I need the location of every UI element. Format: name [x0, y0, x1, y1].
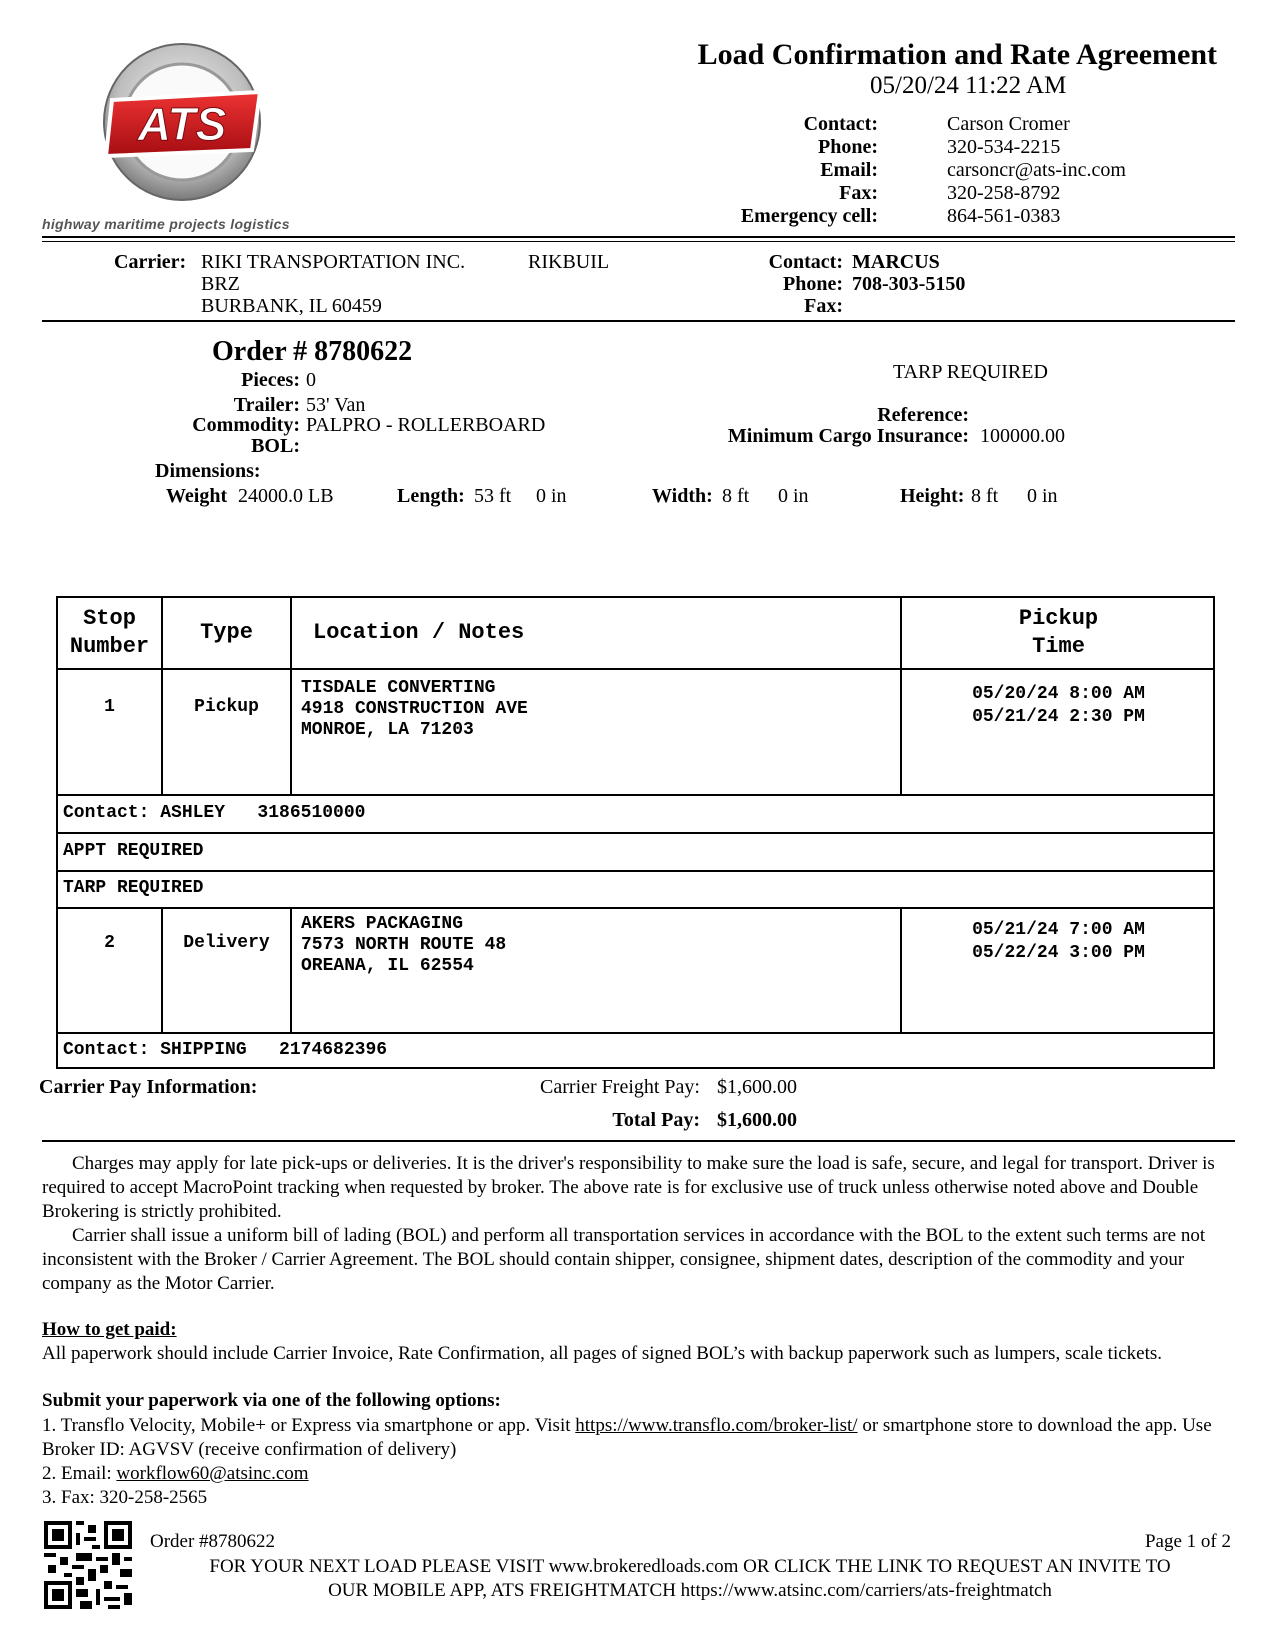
- submit-heading: Submit your paperwork via one of the following options:: [42, 1390, 501, 1411]
- width-ft: 8 ft: [722, 485, 750, 507]
- carrier-phone-label: Phone:: [783, 273, 843, 295]
- bol-label: BOL:: [251, 435, 300, 457]
- option-3: 3. Fax: 320-258-2565: [42, 1487, 208, 1508]
- time-start: 05/20/24 8:00 AM: [972, 684, 1145, 704]
- footer-page-number: Page 1 of 2: [1144, 1531, 1231, 1552]
- pay-section-label: Carrier Pay Information:: [39, 1076, 258, 1098]
- stop-location: [301, 678, 528, 741]
- stop-note: TARP REQUIRED: [63, 878, 204, 898]
- header-time-line1: Pickup: [1018, 606, 1099, 631]
- time-end: 05/21/24 2:30 PM: [972, 707, 1145, 727]
- pieces-value: 0: [306, 369, 316, 391]
- header-time-line2: Time: [1032, 634, 1085, 659]
- stop-location: [301, 914, 506, 977]
- total-pay-value: $1,600.00: [717, 1109, 797, 1131]
- svg-text:ATS: ATS: [137, 98, 227, 150]
- stop-type: Delivery: [183, 933, 270, 953]
- header-type: Type: [200, 620, 253, 645]
- transflo-link[interactable]: https://www.transflo.com/broker-list/: [575, 1415, 858, 1436]
- order-title: Order # 8780622: [212, 336, 413, 367]
- length-in: 0 in: [536, 485, 567, 507]
- stop-times: [902, 919, 1215, 965]
- carrier-contact-label: Contact:: [768, 251, 843, 273]
- location-city: OREANA, IL 62554: [301, 956, 474, 976]
- option-1-text-cont: or smartphone store to download the app. Use Broker ID: AGVSV (receive confirmation of delivery): [42, 1415, 1212, 1460]
- carrier-label: Carrier:: [114, 251, 187, 273]
- stop-contact: Contact: ASHLEY 3186510000: [63, 803, 366, 823]
- carrier-fax-label: Fax:: [804, 295, 843, 317]
- broker-phone-label: Phone:: [818, 136, 878, 158]
- carrier-phone-value: 708-303-5150: [852, 273, 966, 295]
- emergency-cell-label: Emergency cell:: [740, 205, 878, 227]
- carrier-city: BURBANK, IL 60459: [201, 295, 382, 317]
- broker-contact-value: Carson Cromer: [947, 113, 1070, 135]
- col-divider: [290, 909, 292, 1034]
- height-ft: 8 ft: [971, 485, 999, 507]
- col-divider: [161, 909, 163, 1034]
- freight-pay-value: $1,600.00: [717, 1076, 797, 1098]
- document-title: Load Confirmation and Rate Agreement: [697, 38, 1217, 71]
- row-divider: [58, 907, 1213, 909]
- dimensions-label: Dimensions:: [155, 460, 261, 482]
- length-label: Length:: [397, 485, 465, 507]
- broker-email-value[interactable]: carsoncr@ats-inc.com: [947, 159, 1126, 181]
- header-pickup-time: [902, 605, 1215, 661]
- carrier-name: RIKI TRANSPORTATION INC.: [201, 251, 466, 273]
- logo-tagline: highway maritime projects logistics: [42, 216, 290, 232]
- width-label: Width:: [652, 485, 713, 507]
- commodity-label: Commodity:: [192, 414, 300, 436]
- broker-fax-label: Fax:: [839, 182, 878, 204]
- pieces-label: Pieces:: [241, 369, 300, 391]
- location-address: 7573 NORTH ROUTE 48: [301, 935, 507, 955]
- broker-fax-value: 320-258-8792: [947, 182, 1061, 204]
- header-divider-thin: [42, 241, 1235, 242]
- option-1-text: 1. Transflo Velocity, Mobile+ or Express via smartphone or app. Visit: [42, 1415, 576, 1436]
- stop-number: 1: [104, 697, 115, 717]
- row-divider: [58, 1032, 1213, 1034]
- row-divider: [58, 668, 1213, 670]
- pay-divider: [42, 1140, 1235, 1142]
- header-stop-number: [58, 605, 161, 661]
- qr-code[interactable]: [44, 1521, 132, 1614]
- option-2-text: 2. Email:: [42, 1463, 117, 1484]
- tarp-note: TARP REQUIRED: [893, 361, 1048, 383]
- reference-label: Reference:: [877, 404, 969, 426]
- terms-paragraph-1: Charges may apply for late pick-ups or deliveries. It is the driver's responsibility to make sure the load is safe, secure, and legal for transport. Driver is required to accept MacroPoint tracking when requested by broker. The above rate is for exclusive use of truck unless otherwise noted above and Double Brokering is strictly prohibited.: [42, 1153, 1215, 1222]
- stops-table: [56, 596, 1215, 1069]
- broker-email-row: [0, 159, 1275, 182]
- row-divider: [58, 794, 1213, 796]
- header-divider: [42, 236, 1235, 238]
- carrier-divider: [42, 320, 1235, 322]
- stop-contact: Contact: SHIPPING 2174682396: [63, 1040, 388, 1060]
- stop-type: Pickup: [194, 697, 259, 717]
- footer-order-number: Order #8780622: [150, 1531, 276, 1552]
- time-start: 05/21/24 7:00 AM: [972, 920, 1145, 940]
- footer-promo-line2[interactable]: OUR MOBILE APP, ATS FREIGHTMATCH https://www.atsinc.com/carriers/ats-freightmatch: [328, 1580, 1052, 1601]
- total-pay-label: Total Pay:: [612, 1109, 700, 1131]
- header-stop-line2: Number: [69, 634, 150, 659]
- insurance-value: 100000.00: [980, 425, 1065, 447]
- broker-email-label: Email:: [820, 159, 878, 181]
- location-city: MONROE, LA 71203: [301, 720, 474, 740]
- freight-pay-label: Carrier Freight Pay:: [540, 1076, 700, 1098]
- paperwork-text: All paperwork should include Carrier Invoice, Rate Confirmation, all pages of signed BOL’s with backup paperwork such as lumpers, scale tickets.: [42, 1343, 1163, 1364]
- carrier-contact-value: MARCUS: [852, 251, 940, 273]
- location-address: 4918 CONSTRUCTION AVE: [301, 699, 528, 719]
- header-stop-line1: Stop: [83, 606, 136, 631]
- time-end: 05/22/24 3:00 PM: [972, 943, 1145, 963]
- terms-paragraph-2: Carrier shall issue a uniform bill of lading (BOL) and perform all transportation services in accordance with the BOL to the extent such terms are not inconsistent with the Broker / Carrier Agreement. The BOL should contain shipper, consignee, shipment dates, description of the commodity and your company as the Motor Carrier.: [42, 1225, 1206, 1294]
- row-divider: [58, 832, 1213, 834]
- location-name: AKERS PACKAGING: [301, 914, 464, 934]
- col-divider: [290, 598, 292, 796]
- broker-contact-row: [0, 113, 1275, 136]
- stop-note: APPT REQUIRED: [63, 841, 204, 861]
- header-location: Location / Notes: [313, 620, 525, 645]
- carrier-line2: BRZ: [201, 273, 240, 295]
- broker-phone-row: [0, 136, 1275, 159]
- commodity-value: PALPRO - ROLLERBOARD: [306, 414, 546, 436]
- option-1: [42, 1414, 1232, 1462]
- trailer-value: 53' Van: [306, 394, 366, 416]
- trailer-label: Trailer:: [233, 394, 300, 416]
- emergency-cell-row: [0, 205, 1275, 228]
- height-label: Height:: [900, 485, 965, 507]
- document-datetime: 05/20/24 11:22 AM: [870, 72, 1067, 99]
- row-divider: [58, 870, 1213, 872]
- length-ft: 53 ft: [474, 485, 512, 507]
- footer-promo-line1[interactable]: FOR YOUR NEXT LOAD PLEASE VISIT www.brokeredloads.com OR CLICK THE LINK TO REQUEST AN INVITE TO: [209, 1556, 1171, 1577]
- location-name: TISDALE CONVERTING: [301, 678, 496, 698]
- width-in: 0 in: [778, 485, 809, 507]
- emergency-cell-value: 864-561-0383: [947, 205, 1061, 227]
- broker-fax-row: [0, 182, 1275, 205]
- option-2: [42, 1462, 1232, 1486]
- broker-contact-label: Contact:: [803, 113, 878, 135]
- stop-times: [902, 683, 1215, 729]
- how-to-get-paid-heading: How to get paid:: [42, 1319, 177, 1340]
- workflow-email-link[interactable]: workflow60@atsinc.com: [116, 1463, 309, 1484]
- broker-phone-value: 320-534-2215: [947, 136, 1061, 158]
- stop-number: 2: [104, 933, 115, 953]
- height-in: 0 in: [1027, 485, 1058, 507]
- weight-value: 24000.0 LB: [238, 485, 334, 507]
- carrier-code: RIKBUIL: [528, 251, 610, 273]
- insurance-label: Minimum Cargo Insurance:: [727, 425, 969, 447]
- weight-label: Weight: [166, 485, 228, 507]
